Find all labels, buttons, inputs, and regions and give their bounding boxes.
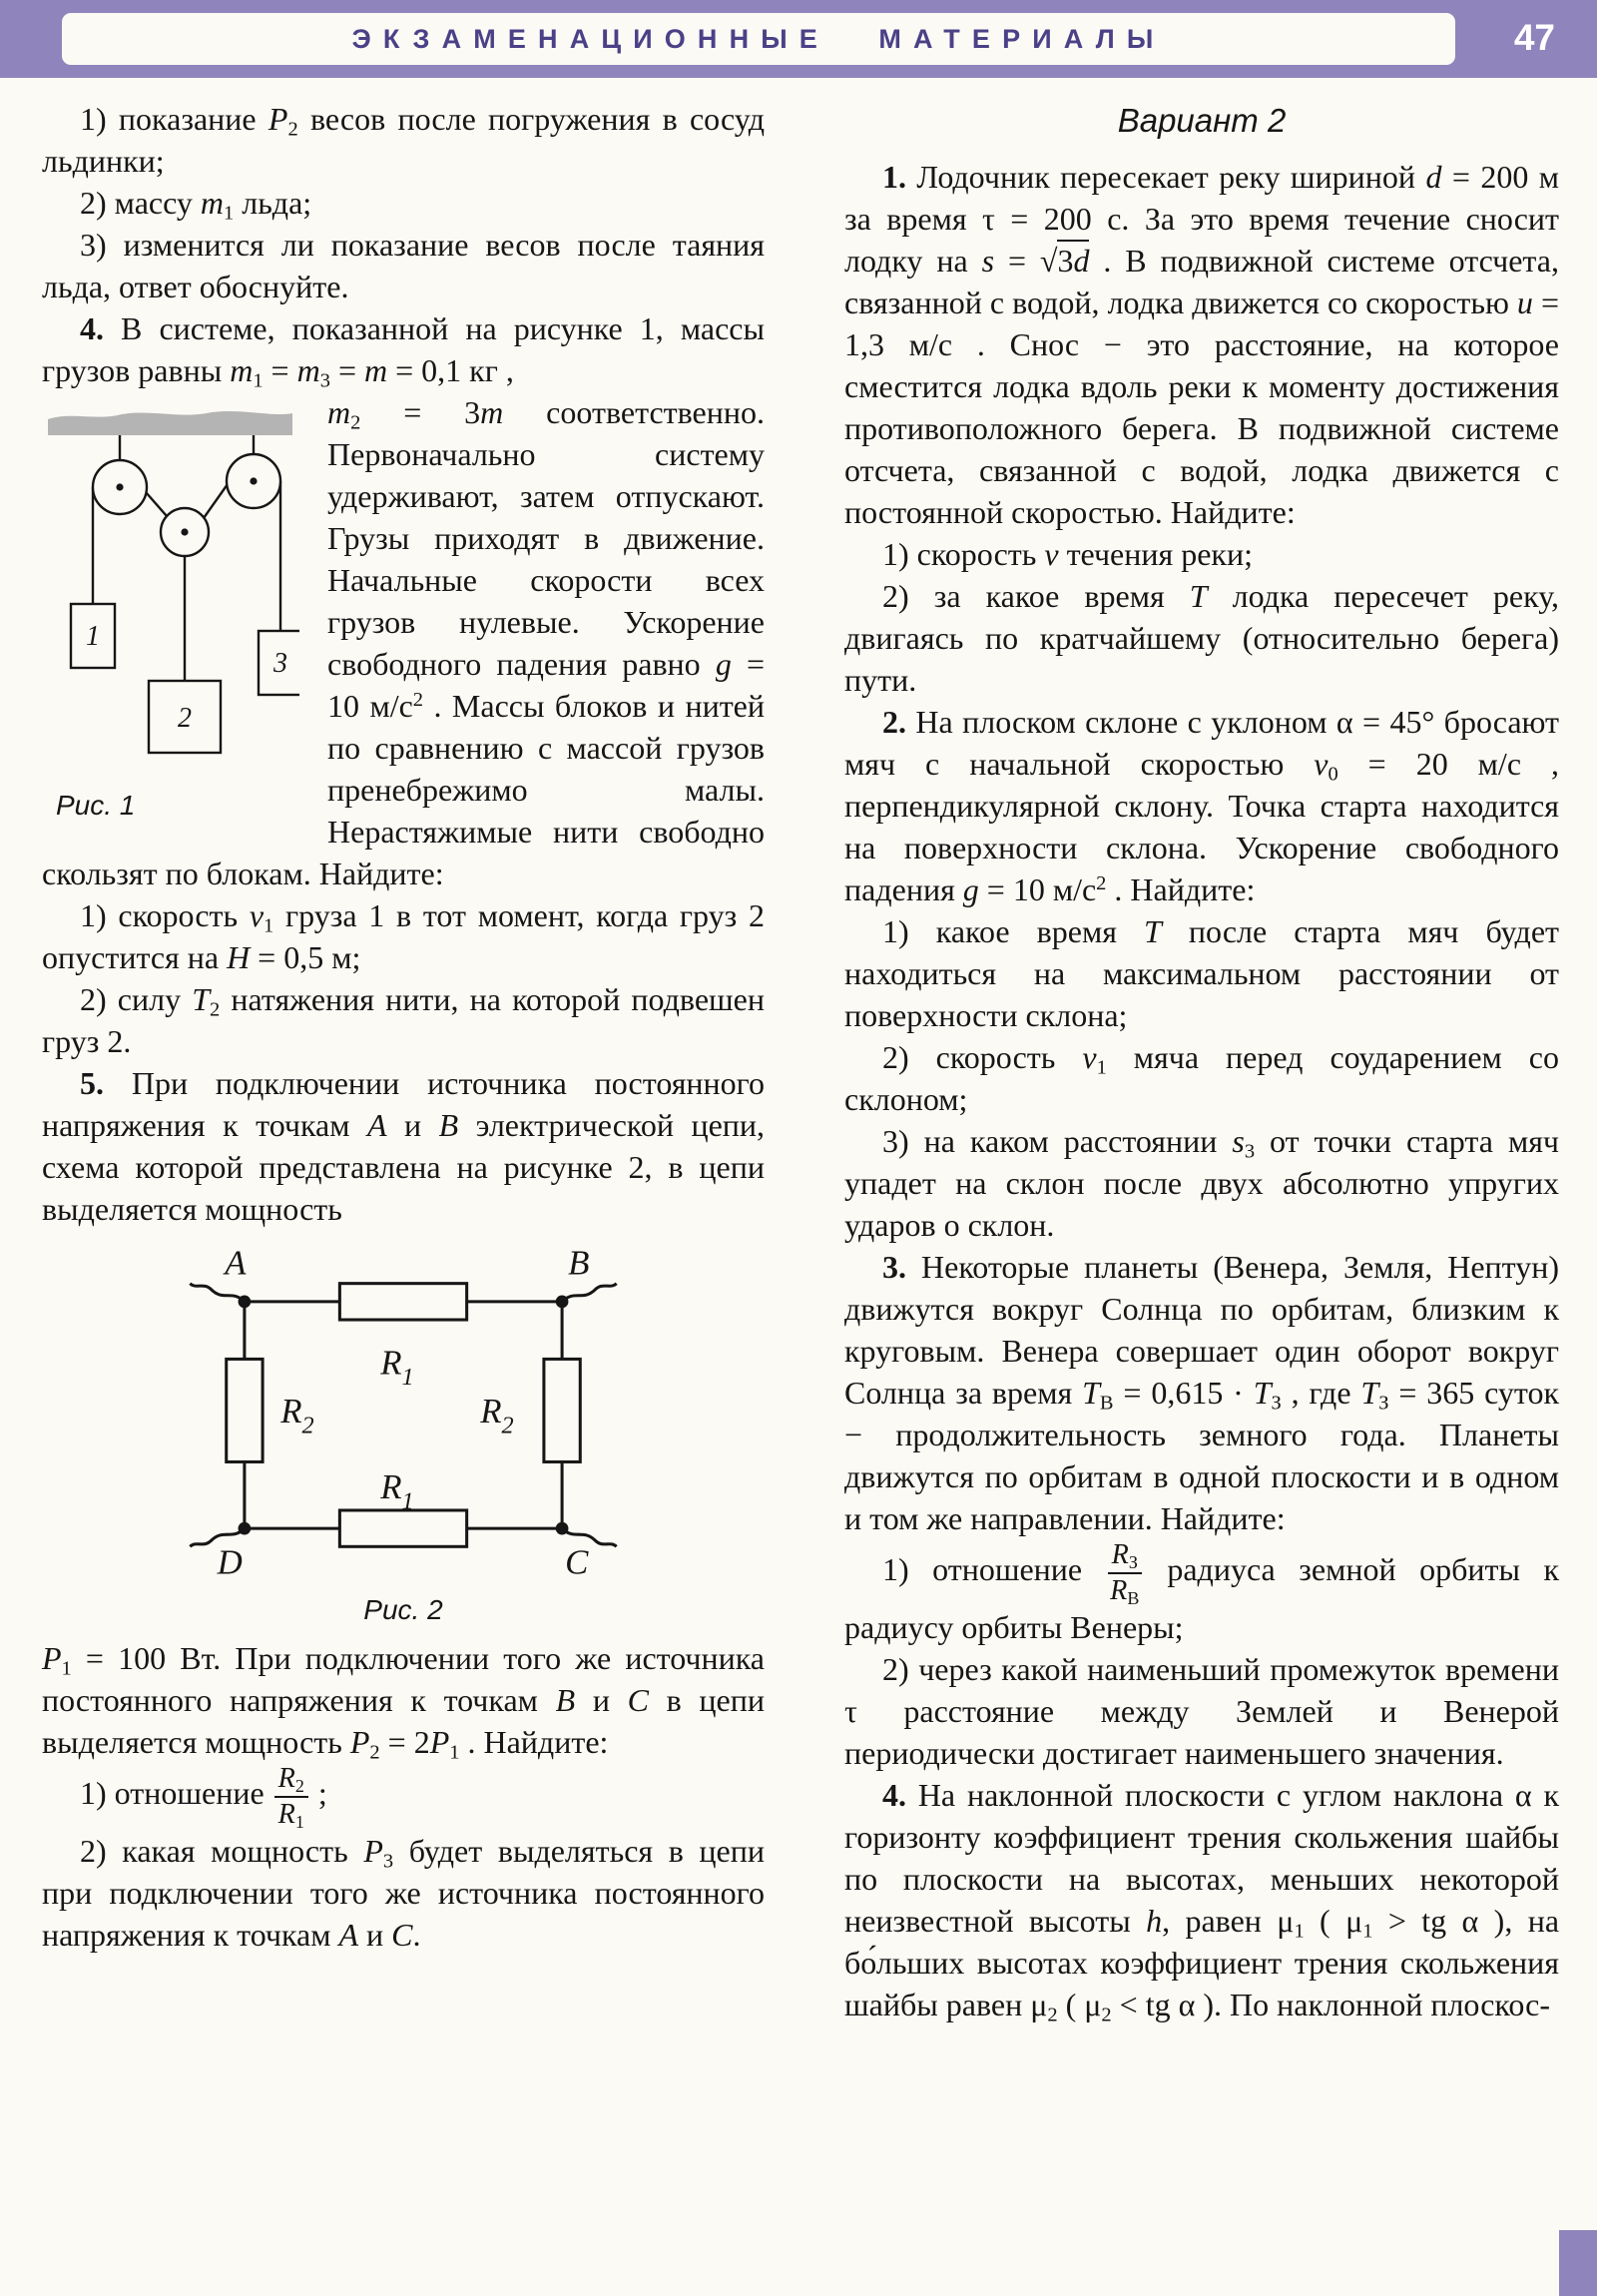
- list-item: 2) какая мощность $P_3$ будет выделяться в цепи при подключении того же источника постоянного напряжения к точкам A и C.: [42, 1833, 766, 1954]
- string: [204, 484, 228, 518]
- list-item: 3) на каком расстоянии $s_3$ от точки старта мяч упадет на склон после двух абсолютно упругих ударов о склон.: [844, 1123, 1559, 1243]
- list-item: 1) отношение $\frac{R_З}{R_В}$ радиуса земной орбиты к радиусу орбиты Венеры;: [844, 1539, 1560, 1646]
- problem-2: 2. На плоском склоне с уклоном α = 45° бросают мяч с начальной скоростью $v_0 = 20$ м/с , перпендикулярной склону. Точка старта находится на поверхности склона. Ускорение свободного падения g = 10 $м/с^2$ . Найдите:: [844, 704, 1560, 907]
- pulley-axle: [116, 483, 123, 490]
- node-dot-c: [556, 1522, 569, 1535]
- figure-2: [144, 1244, 663, 1627]
- list-item: 2) силу $T_2$ натяжения нити, на которой подвешен груз 2.: [42, 981, 766, 1059]
- problem-4-body: [42, 391, 765, 894]
- page-number: 47: [1513, 17, 1555, 59]
- weight-3-label: 3: [273, 648, 287, 679]
- figure-1: [42, 399, 303, 823]
- resistor-label-r1-bottom: $R_1$: [380, 1466, 414, 1515]
- problem-5-continuation: $P_1 = 100$ Вт. При подключении того же источника постоянного напряжения к точкам B и C в цепи выделяется мощность $P_2 = 2P_1$ . Найдите:: [42, 1640, 766, 1764]
- resistor-r2-left: [227, 1359, 263, 1461]
- node-dot-d: [239, 1522, 252, 1535]
- node-dot-b: [556, 1295, 569, 1308]
- circuit-diagram: [154, 1244, 653, 1589]
- right-column: [844, 98, 1559, 2025]
- list-item: 1) отношение $\frac{R_2}{R_1}$ ;: [80, 1763, 327, 1832]
- problem-1: 1. Лодочник пересекает реку шириной d = 200 м за время τ = 200 с. За это время течение сносит лодку на s = √3d . В подвижной системе отсчета, связанной с водой, лодка движется со скоростью u = 1,3 м/с . Снос − это расстояние, на которое сместится лодка вдоль реки к моменту достижения противоположного берега. В подвижной системе отсчета, связанной с водой, лодка движется с постоянной скоростью. Найдите:: [844, 159, 1560, 530]
- problem-3: 3. Некоторые планеты (Венера, Земля, Нептун) движутся вокруг Солнца по орбитам, близким к круговым. Венера совершает один оборот вокруг Солнца за время $T_В = 0,615 \cdot T_З$ , где $T_З = 365$ суток − продолжительность земного года. Планеты движутся по орбитам в одной плоскости и в одном и том же направлении. Найдите:: [844, 1249, 1560, 1536]
- list-item: 2) массу $m_1$ льда;: [80, 185, 312, 225]
- ceiling: [48, 411, 292, 435]
- weight-2-label: 2: [178, 703, 192, 734]
- pulley-diagram: [42, 399, 299, 771]
- terminal-lead-b: [562, 1284, 617, 1302]
- variant-heading: Вариант 2: [1117, 102, 1287, 139]
- node-label-c: C: [565, 1542, 589, 1582]
- header-title: ЭКЗАМЕНАЦИОННЫЕ МАТЕРИАЛЫ: [351, 24, 1166, 54]
- node-label-d: D: [217, 1542, 243, 1582]
- node-dot-a: [239, 1295, 252, 1308]
- node-label-a: A: [225, 1244, 247, 1283]
- corner-tab: [1559, 2230, 1597, 2296]
- problem-4-intro: 4. В системе, показанной на рисунке 1, массы грузов равны $m_1 = m_3 = m = 0,1$ кг ,: [42, 310, 765, 392]
- header-title-box: [62, 13, 1455, 65]
- pulley-axle: [250, 477, 257, 484]
- list-item: 2) за какое время T лодка пересечет реку, двигаясь по кратчайшему (относительно берега) пути.: [844, 578, 1560, 698]
- resistor-label-r1-top: $R_1$: [380, 1343, 414, 1392]
- list-item: 1) показание $P_2$ весов после погружения в сосуд льдинки;: [42, 101, 766, 179]
- list-item: 1) скорость $v_1$ груза 1 в тот момент, когда груз 2 опустится на H = 0,5 м;: [42, 897, 765, 975]
- problem-4-text: $m_2 = 3m$ соответственно. Первоначально систему удерживают, затем отпускают. Грузы приходят в движение. Начальные скорости всех грузов нулевые. Ускорение свободного падения равно g = 10 $м/с^2$ . Массы блоков и нитей по сравнению с массой грузов пренебрежимо малы. Нерастяжимые нити свободно скользят по блокам. Найдите:: [42, 394, 766, 891]
- problem-4: 4. На наклонной плоскости с углом наклона α к горизонту коэффициент трения скольжения шайбы по плоскости на высотах, меньших некоторой неизвестной высоты h, равен $\mu_1$ ( $\mu_1$ > tg α ), на бо́льших высотах коэффициент трения скольжения шайбы равен $\mu_2$ ( $\mu_2$ < tg α ). По наклонной плоскос-: [844, 1777, 1560, 2026]
- list-item: 2) через какой наименьший промежуток времени τ расстояние между Землей и Венерой периодически достигает наименьшего значения.: [844, 1651, 1559, 1772]
- list-item: 1) скорость v течения реки;: [882, 536, 1253, 572]
- terminal-lead-a: [190, 1284, 245, 1302]
- list-item: 2) скорость $v_1$ мяча перед соударением со склоном;: [844, 1039, 1560, 1117]
- problem-5-intro: 5. При подключении источника постоянного напряжения к точкам A и B электрической цепи, схема которой представлена на рисунке 2, в цепи выделяется мощность: [42, 1065, 766, 1227]
- resistor-label-r2-right: $R_2$: [480, 1392, 514, 1439]
- string: [146, 492, 167, 516]
- list-item: 3) изменится ли показание весов после таяния льда, ответ обоснуйте.: [42, 227, 765, 304]
- list-item: 1) какое время T после старта мяч будет находиться на максимальном расстоянии от поверхности склона;: [844, 913, 1560, 1033]
- left-column: [42, 98, 765, 1956]
- page-header: [0, 0, 1597, 78]
- resistor-r2-right: [544, 1359, 580, 1461]
- figure-2-caption: Рис. 2: [363, 1594, 443, 1625]
- pulley-axle: [181, 528, 188, 535]
- weight-1-label: 1: [86, 621, 100, 652]
- resistor-label-r2-left: $R_2$: [280, 1392, 314, 1439]
- figure-1-caption: Рис. 1: [56, 790, 136, 821]
- node-label-b: B: [568, 1244, 590, 1283]
- resistor-r1-top: [339, 1284, 466, 1320]
- resistor-r1-bottom: [339, 1510, 466, 1546]
